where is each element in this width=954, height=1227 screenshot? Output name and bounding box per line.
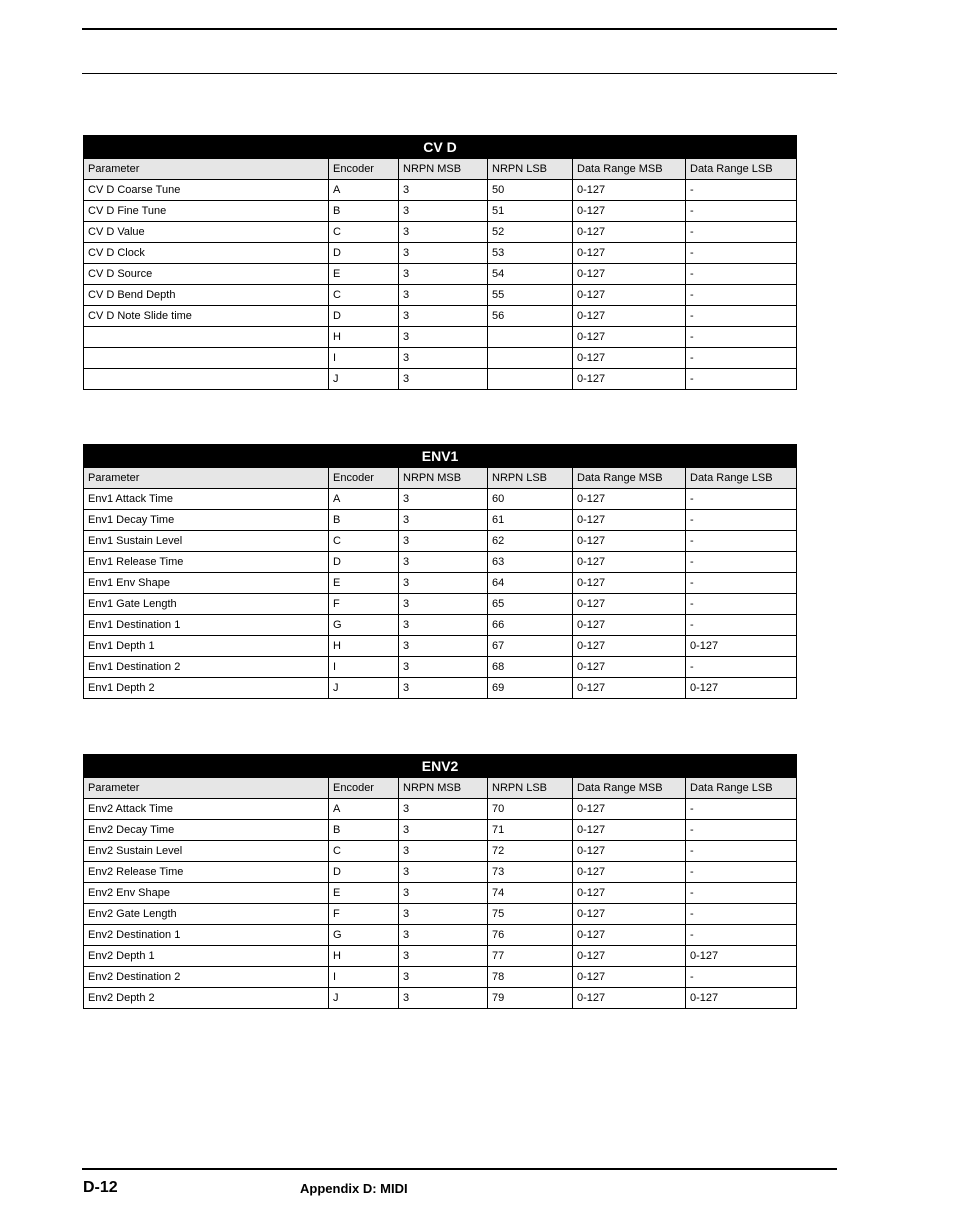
table-cell: C	[329, 841, 399, 862]
table-cell	[488, 348, 573, 369]
table-cell: 53	[488, 243, 573, 264]
table-cell: CV D Value	[84, 222, 329, 243]
table-cell: C	[329, 531, 399, 552]
table-row	[84, 180, 797, 201]
table-cell: 72	[488, 841, 573, 862]
table-cell: Env2 Release Time	[84, 862, 329, 883]
table-cell: 3	[399, 904, 488, 925]
table-header-row	[84, 778, 797, 799]
table-cell: -	[686, 862, 797, 883]
table-row	[84, 369, 797, 390]
table-row	[84, 820, 797, 841]
table-cell: 0-127	[573, 327, 686, 348]
table-title: ENV1	[84, 445, 797, 468]
table-cell: 63	[488, 552, 573, 573]
table-cell: 0-127	[573, 678, 686, 699]
table-cell: -	[686, 552, 797, 573]
table-cell: D	[329, 243, 399, 264]
table-cell: D	[329, 862, 399, 883]
table-cell: CV D Fine Tune	[84, 201, 329, 222]
table-cell: Env2 Attack Time	[84, 799, 329, 820]
column-header: Parameter	[84, 159, 329, 180]
table-cell: A	[329, 799, 399, 820]
nrpn-table-env1	[83, 444, 797, 699]
table-cell: 0-127	[573, 904, 686, 925]
column-header: NRPN MSB	[399, 468, 488, 489]
table-cell: H	[329, 946, 399, 967]
table-cell: CV D Source	[84, 264, 329, 285]
table-row	[84, 988, 797, 1009]
table-cell	[488, 369, 573, 390]
table-row	[84, 862, 797, 883]
table-cell: 0-127	[573, 180, 686, 201]
table-cell: Env2 Depth 1	[84, 946, 329, 967]
table-cell: 3	[399, 552, 488, 573]
nrpn-table-env2	[83, 754, 797, 1009]
table-cell: F	[329, 904, 399, 925]
table-cell: 73	[488, 862, 573, 883]
column-header: Parameter	[84, 468, 329, 489]
table-cell: 0-127	[573, 883, 686, 904]
table-cell: -	[686, 967, 797, 988]
table-cell: D	[329, 306, 399, 327]
table-cell: 0-127	[573, 369, 686, 390]
table-cell: 64	[488, 573, 573, 594]
table-cell: Env1 Decay Time	[84, 510, 329, 531]
table-cell: CV D Coarse Tune	[84, 180, 329, 201]
table-row	[84, 510, 797, 531]
column-header: Data Range LSB	[686, 778, 797, 799]
table-cell: 3	[399, 243, 488, 264]
table-cell: 0-127	[686, 636, 797, 657]
table-cell: 3	[399, 678, 488, 699]
column-header: Data Range LSB	[686, 468, 797, 489]
table-cell: Env2 Sustain Level	[84, 841, 329, 862]
table-row	[84, 883, 797, 904]
table-cell: 0-127	[573, 348, 686, 369]
table-cell: 3	[399, 489, 488, 510]
table-cell: 0-127	[686, 946, 797, 967]
table-cell: 0-127	[573, 306, 686, 327]
column-header: NRPN MSB	[399, 159, 488, 180]
table-cell: 0-127	[573, 820, 686, 841]
table-cell: 0-127	[573, 243, 686, 264]
table-cell: 70	[488, 799, 573, 820]
table-cell: 79	[488, 988, 573, 1009]
table-title: CV D	[84, 136, 797, 159]
table-cell: 3	[399, 967, 488, 988]
table-cell: Env2 Destination 1	[84, 925, 329, 946]
column-header: NRPN LSB	[488, 468, 573, 489]
table-cell: Env2 Decay Time	[84, 820, 329, 841]
table-cell: 69	[488, 678, 573, 699]
table-cell: E	[329, 264, 399, 285]
table-cell: Env1 Sustain Level	[84, 531, 329, 552]
table-cell: D	[329, 552, 399, 573]
table-cell: 0-127	[573, 841, 686, 862]
table-cell: 3	[399, 264, 488, 285]
table-cell: Env2 Gate Length	[84, 904, 329, 925]
table-cell: E	[329, 883, 399, 904]
table-cell: 3	[399, 201, 488, 222]
table-cell: 0-127	[573, 799, 686, 820]
nrpn-table-cv-d	[83, 135, 797, 390]
table-row	[84, 967, 797, 988]
table-cell: 0-127	[573, 552, 686, 573]
table-cell: J	[329, 988, 399, 1009]
table-cell: -	[686, 799, 797, 820]
table-cell: -	[686, 201, 797, 222]
table-cell: 3	[399, 862, 488, 883]
table-cell: CV D Bend Depth	[84, 285, 329, 306]
table-cell: I	[329, 657, 399, 678]
table-row	[84, 264, 797, 285]
table-cell: G	[329, 615, 399, 636]
table-cell: 0-127	[573, 615, 686, 636]
table-cell: 3	[399, 841, 488, 862]
table-cell: 3	[399, 988, 488, 1009]
table-cell	[488, 327, 573, 348]
table-cell: 0-127	[573, 594, 686, 615]
table-cell: 0-127	[573, 862, 686, 883]
table-cell: F	[329, 594, 399, 615]
column-header: Data Range LSB	[686, 159, 797, 180]
table-cell: 0-127	[573, 967, 686, 988]
table-cell: -	[686, 327, 797, 348]
table-cell: 0-127	[573, 489, 686, 510]
table-cell: Env1 Destination 2	[84, 657, 329, 678]
table-cell: Env2 Destination 2	[84, 967, 329, 988]
table-cell: 3	[399, 348, 488, 369]
table-cell: Env1 Env Shape	[84, 573, 329, 594]
table-cell: B	[329, 201, 399, 222]
table-cell: 76	[488, 925, 573, 946]
table-cell: G	[329, 925, 399, 946]
column-header: Parameter	[84, 778, 329, 799]
table-cell: -	[686, 285, 797, 306]
column-header: Data Range MSB	[573, 468, 686, 489]
table-cell: C	[329, 285, 399, 306]
table-row	[84, 657, 797, 678]
table-cell: 51	[488, 201, 573, 222]
table-cell: 66	[488, 615, 573, 636]
table-cell: E	[329, 573, 399, 594]
table-cell: 0-127	[573, 573, 686, 594]
table-row	[84, 636, 797, 657]
section-title: Appendix D: MIDI	[300, 1181, 408, 1196]
table-cell: 55	[488, 285, 573, 306]
table-cell: 65	[488, 594, 573, 615]
table-cell: 78	[488, 967, 573, 988]
header-rule-bottom	[82, 73, 837, 74]
column-header: Encoder	[329, 468, 399, 489]
table-cell: Env1 Gate Length	[84, 594, 329, 615]
table-cell: 3	[399, 510, 488, 531]
table-cell: 3	[399, 925, 488, 946]
table-cell: 0-127	[573, 285, 686, 306]
table-cell: 3	[399, 180, 488, 201]
table-cell: -	[686, 369, 797, 390]
footer-rule	[82, 1168, 837, 1170]
table-cell: J	[329, 678, 399, 699]
table-row	[84, 222, 797, 243]
table-cell: -	[686, 904, 797, 925]
table-cell: -	[686, 306, 797, 327]
table-cell: 67	[488, 636, 573, 657]
table-cell: Env1 Destination 1	[84, 615, 329, 636]
table-cell: Env1 Attack Time	[84, 489, 329, 510]
table-row	[84, 573, 797, 594]
table-cell: 3	[399, 306, 488, 327]
table-cell: -	[686, 657, 797, 678]
table-header-row	[84, 468, 797, 489]
table-cell: 52	[488, 222, 573, 243]
table-cell: H	[329, 636, 399, 657]
table-cell: 71	[488, 820, 573, 841]
header-rule-top	[82, 28, 837, 30]
table-cell: -	[686, 243, 797, 264]
table-row	[84, 904, 797, 925]
table-cell: 3	[399, 573, 488, 594]
table-cell: -	[686, 348, 797, 369]
table-cell: 0-127	[573, 657, 686, 678]
table-title: ENV2	[84, 755, 797, 778]
table-cell: 0-127	[573, 222, 686, 243]
table-cell: A	[329, 180, 399, 201]
table-cell: 0-127	[686, 678, 797, 699]
table-cell: 3	[399, 946, 488, 967]
table-cell: 3	[399, 285, 488, 306]
table-row	[84, 841, 797, 862]
table-cell: -	[686, 573, 797, 594]
table-cell: -	[686, 180, 797, 201]
table-cell: 74	[488, 883, 573, 904]
table-row	[84, 489, 797, 510]
table-cell	[84, 369, 329, 390]
table-cell: Env2 Env Shape	[84, 883, 329, 904]
page-number: D-12	[83, 1179, 118, 1196]
table-cell: 0-127	[573, 636, 686, 657]
table-cell: H	[329, 327, 399, 348]
column-header: NRPN MSB	[399, 778, 488, 799]
table-cell: I	[329, 967, 399, 988]
table-cell: 77	[488, 946, 573, 967]
table-cell: -	[686, 925, 797, 946]
table-cell: 62	[488, 531, 573, 552]
column-header: Encoder	[329, 778, 399, 799]
table-cell: 0-127	[573, 201, 686, 222]
table-cell: 0-127	[573, 988, 686, 1009]
table-row	[84, 678, 797, 699]
table-cell: Env2 Depth 2	[84, 988, 329, 1009]
table-row	[84, 327, 797, 348]
table-cell: 68	[488, 657, 573, 678]
table-cell: -	[686, 489, 797, 510]
table-cell: 3	[399, 615, 488, 636]
table-cell: -	[686, 222, 797, 243]
table-cell: -	[686, 594, 797, 615]
table-cell: Env1 Depth 1	[84, 636, 329, 657]
table-cell: B	[329, 820, 399, 841]
table-cell: 60	[488, 489, 573, 510]
table-cell: 54	[488, 264, 573, 285]
table-cell: -	[686, 531, 797, 552]
table-cell: 0-127	[573, 531, 686, 552]
table-cell: 3	[399, 531, 488, 552]
table-cell: CV D Clock	[84, 243, 329, 264]
table-cell: 0-127	[686, 988, 797, 1009]
table-cell: Env1 Release Time	[84, 552, 329, 573]
table-cell: Env1 Depth 2	[84, 678, 329, 699]
table-cell: 3	[399, 883, 488, 904]
table-cell: 0-127	[573, 925, 686, 946]
table-cell: 3	[399, 327, 488, 348]
table-cell: -	[686, 264, 797, 285]
table-row	[84, 594, 797, 615]
table-cell: C	[329, 222, 399, 243]
table-cell: 75	[488, 904, 573, 925]
column-header: Data Range MSB	[573, 159, 686, 180]
table-cell: 50	[488, 180, 573, 201]
table-cell: -	[686, 820, 797, 841]
table-row	[84, 799, 797, 820]
table-cell: -	[686, 510, 797, 531]
table-cell: 56	[488, 306, 573, 327]
table-row	[84, 552, 797, 573]
table-cell: 3	[399, 222, 488, 243]
table-row	[84, 348, 797, 369]
table-cell: 0-127	[573, 264, 686, 285]
table-cell: 3	[399, 369, 488, 390]
table-cell: CV D Note Slide time	[84, 306, 329, 327]
table-row	[84, 531, 797, 552]
table-cell: 3	[399, 636, 488, 657]
table-cell: I	[329, 348, 399, 369]
column-header: NRPN LSB	[488, 778, 573, 799]
table-row	[84, 243, 797, 264]
column-header: Encoder	[329, 159, 399, 180]
column-header: Data Range MSB	[573, 778, 686, 799]
table-cell: 61	[488, 510, 573, 531]
table-cell: -	[686, 841, 797, 862]
table-cell: 3	[399, 799, 488, 820]
table-cell: B	[329, 510, 399, 531]
table-cell: 3	[399, 820, 488, 841]
table-cell	[84, 348, 329, 369]
table-cell	[84, 327, 329, 348]
table-row	[84, 201, 797, 222]
table-cell: J	[329, 369, 399, 390]
table-row	[84, 306, 797, 327]
table-row	[84, 615, 797, 636]
column-header: NRPN LSB	[488, 159, 573, 180]
table-row	[84, 925, 797, 946]
table-cell: 3	[399, 594, 488, 615]
table-cell: 3	[399, 657, 488, 678]
table-cell: 0-127	[573, 946, 686, 967]
table-cell: 0-127	[573, 510, 686, 531]
table-row	[84, 285, 797, 306]
table-cell: -	[686, 615, 797, 636]
table-header-row	[84, 159, 797, 180]
table-cell: -	[686, 883, 797, 904]
table-row	[84, 946, 797, 967]
table-cell: A	[329, 489, 399, 510]
